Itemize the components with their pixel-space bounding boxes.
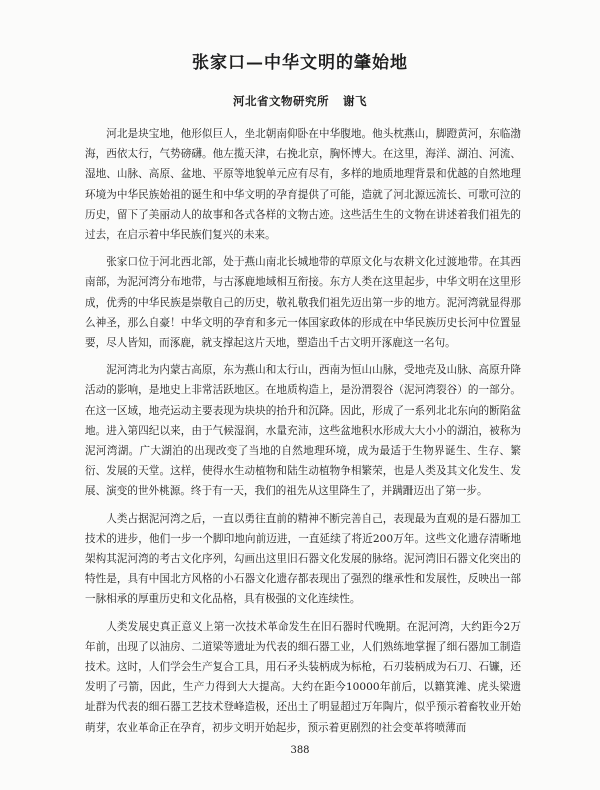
- author-line: [0, 93, 600, 109]
- paragraph: 泥河湾北为内蒙古高原，东为燕山和太行山，西南为恒山山脉，受地壳及山脉、高原升降活动的影响，是地史上非常活跃地区。在地质构造上，是汾渭裂谷（泥河湾裂谷）的一部分。在这一区域，地壳运动主要表现为块块的抬升和沉降。因此，形成了一系列北北东向的断陷盆地。进入第四纪以来，由于气候湿润，水量充沛，这些盆地积水形成大大小小的湖泊，被称为泥河湾湖。广大湖泊的出现改变了当地的自然地理环境，成为最适于生物界诞生、生存、繁衍、发展的天堂。这样，使得水生动植物和陆生动植物争相繁荣，也是人类及其文化发生、发展、演变的世外桃源。终于有一天，我们的祖先从这里降生了，并蹒跚迈出了第一步。: [85, 364, 521, 498]
- paragraph: 人类占据泥河湾之后，一直以勇往直前的精神不断完善自己，表现最为直观的是石器加工技术的进步，他们一步一个脚印地向前迈进，一直延续了将近200万年。这些文化遗存清晰地架构其泥河湾的考古文化序列，勾画出这里旧石器文化发展的脉络。泥河湾旧石器文化突出的特性是，具有中国北方风格的小石器文化遗存都表现出了强烈的继承性和发展性，反映出一部一脉相承的厚重历史和文化品格，具有极强的文化连续性。: [85, 512, 521, 606]
- paper-title: 张家口—中华文明的肇始地: [192, 53, 408, 73]
- author-name: 谢飞: [343, 94, 367, 108]
- paragraph: 河北是块宝地，他形似巨人，坐北朝南仰卧在中华腹地。他头枕燕山，脚蹬黄河，东临渤海，西依太行，气势磅礴。他左揽天津，右挽北京，胸怀博大。在这里，海洋、湖泊、河流、湿地、山脉、高原、盆地、平原等地貌单元应有尽有，多样的地质地理背景和优越的自然地理环境为中华民族始祖的诞生和中华文明的孕育提供了可能，造就了河北源远流长、可歌可泣的历史，留下了美丽动人的故事和各式各样的文物古迹。这些活生生的文物在讲述着我们祖先的过去，在启示着中华民族们复兴的未来。: [85, 128, 521, 242]
- paragraph: 人类发展史真正意义上第一次技术革命发生在旧石器时代晚期。在泥河湾，大约距今2万年前，出现了以油房、二道梁等遗址为代表的细石器工业，人们熟练地掌握了细石器加工制造技术。这时，人们学会生产复合工具，用石矛头装柄成为标枪，石刃装柄成为石刀、石镰，还发明了弓箭，因此，生产力得到大大提高。大约在距今10000年前后，以籍箕滩、虎头梁遗址群为代表的细石器工艺技术登峰造极，还出土了明显超过万年陶片，似乎预示着畜牧业开始萌芽，农业革命正在孕育，初步文明开始起步，预示着更剧烈的社会变革将喷薄而: [85, 620, 521, 734]
- author-affiliation: 河北省文物研究所: [233, 94, 329, 108]
- page-number: 388: [290, 745, 310, 756]
- article-body: [85, 124, 521, 745]
- paragraph: 张家口位于河北西北部，处于燕山南北长城地带的草原文化与农耕文化过渡地带。在其西南部，为泥河湾分布地带，与古涿鹿地域相互衔接。东方人类在这里起步，中华文明在这里形成，优秀的中华民族是崇敬自己的历史，敬礼敬我们祖先迈出第一步的地方。泥河湾就显得那么神圣，那么自豪！中华文明的孕育和多元一体国家政体的形成在中华民族历史长河中位置显要，尽人皆知，而涿鹿，就支撑起这片天地，塑造出千古文明开涿鹿这一名句。: [85, 256, 521, 350]
